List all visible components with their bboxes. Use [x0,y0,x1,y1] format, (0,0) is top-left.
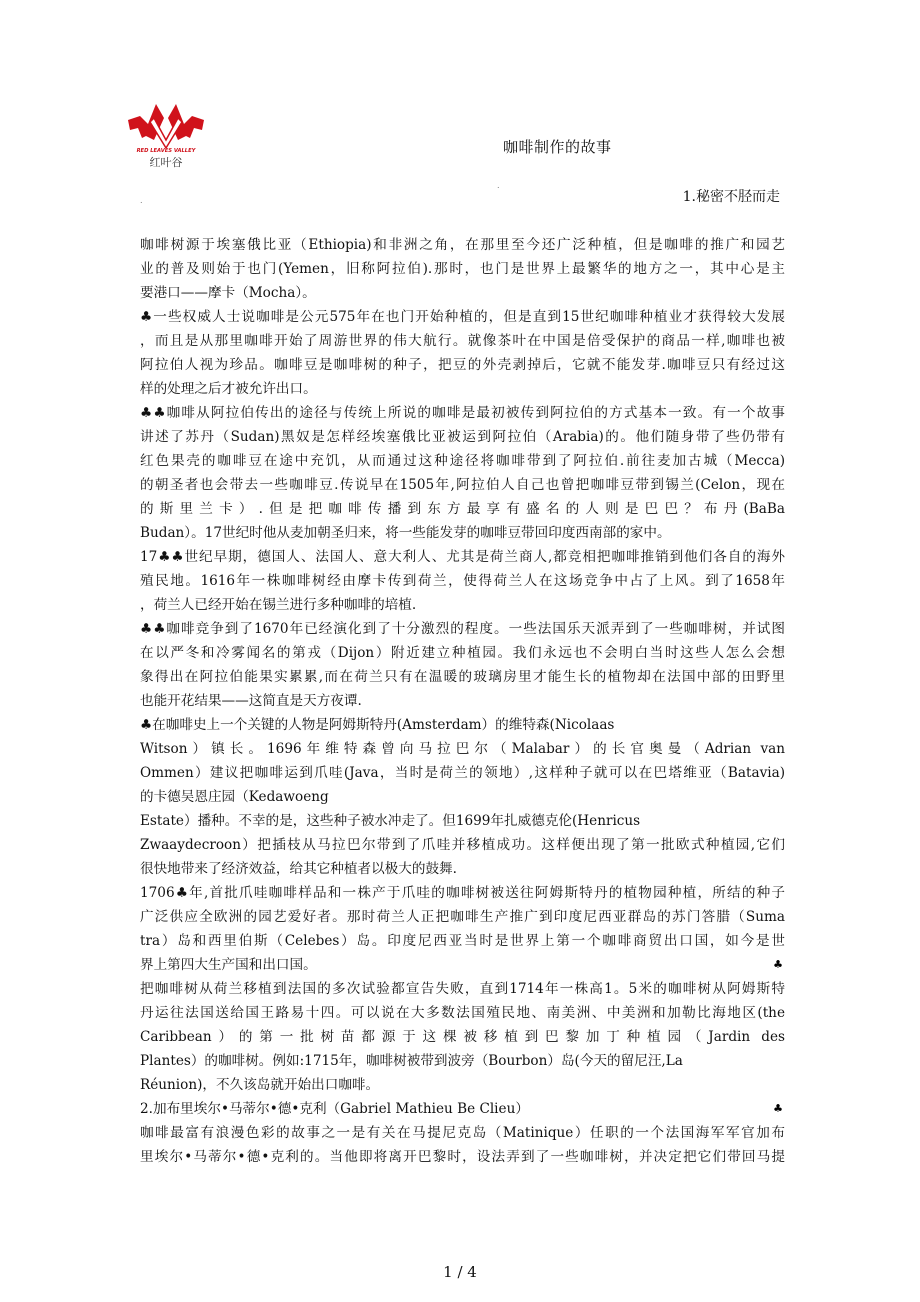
text-line-content: 界上第四大生产国和出口国。 [140,957,317,973]
text-line: 红色果壳的咖啡豆在途中充饥，从而通过这种途径将咖啡带到了阿拉伯.前往麦加古城（Mecca) [140,453,785,469]
text-line: Réunion)，不久该岛就开始出口咖啡。 [140,1077,380,1093]
text-line: Caribbean）的第一批树苗都源于这棵被移植到巴黎加丁种植园（Jardin des [140,1029,785,1045]
text-line: 要港口——摩卡（Mocha）。 [140,285,316,301]
section-heading: 1.秘密不胫而走 [682,189,780,205]
text-line: 1706♣年,首批爪哇咖啡样品和一株产于爪哇的咖啡树被送往阿姆斯特丹的植物园种植，所结的种子 [140,885,785,901]
text-line: 也能开花结果——这简直是天方夜谭. [140,693,362,709]
text-line: Zwaaydecroon）把插枝从马拉巴尔带到了爪哇并移植成功。这样便出现了第一批欧式种植园,它们 [140,837,785,853]
text-line: 殖民地。1616年一株咖啡树经由摩卡传到荷兰，使得荷兰人在这场竞争中占了上风。到了1658年 [140,573,785,589]
text-line: 里埃尔•马蒂尔•德•克利的。当他即将离开巴黎时，设法弄到了一些咖啡树，并决定把它们带回马提 [140,1149,785,1165]
page-number: 1 / 4 [443,1263,477,1281]
text-line: 丹运往法国送给国王路易十四。可以说在大多数法国殖民地、南美洲、中美洲和加勒比海地区(the [140,1005,785,1021]
text-line: Budan）。17世纪时他从麦加朝圣归来，将一些能发芽的咖啡豆带回印度西南部的家中。 [140,525,671,541]
text-line: 的卡德吴恩庄园（Kedawoeng [140,789,329,805]
text-line: ♣在咖啡史上一个关键的人物是阿姆斯特丹(Amsterdam）的维特森(Nicolaas [140,717,615,733]
section-heading-line [140,1097,785,1121]
text-line: ，荷兰人已经开始在锡兰进行多种咖啡的培植. [140,597,417,613]
page-title: 咖啡制作的故事 [503,138,612,156]
text-line: Estate）播种。不幸的是，这些种子被水冲走了。但1699年扎威德克伦(Henricus [140,813,641,829]
stray-dot: . [497,181,500,190]
text-line: Plantes）的咖啡树。例如:1715年，咖啡树被带到波旁（Bourbon）岛(今天的留尼汪,La [140,1053,683,1069]
section-heading-2: 2.加布里埃尔•马蒂尔•德•克利（Gabriel Mathieu Be Clieu） [140,1101,529,1117]
text-line: 的斯里兰卡）.但是把咖啡传播到东方最享有盛名的人则是巴巴？布丹(BaBa [140,501,785,517]
text-line: 样的处理之后才被允许出口。 [140,381,317,397]
text-line: 讲述了苏丹（Sudan)黑奴是怎样经埃塞俄比亚被运到阿拉伯（Arabia)的。他们随身带了些仍带有 [140,429,785,445]
text-line: 咖啡树源于埃塞俄比亚（Ethiopia)和非洲之角，在那里至今还广泛种植，但是咖啡的推广和园艺 [140,237,785,253]
svg-text:红叶谷: 红叶谷 [149,156,183,168]
text-line: 把咖啡树从荷兰移植到法国的多次试验都宣告失败，直到1714年一株高1。5米的咖啡树从阿姆斯特 [140,981,785,997]
red-leaves-valley-logo [126,100,206,168]
document-body [140,233,785,1169]
stray-dot: . [140,196,143,205]
leaf-mark-icon: ♣ [773,1102,783,1115]
text-line: 17♣♣世纪早期，德国人、法国人、意大利人、尤其是荷兰商人,都竞相把咖啡推销到他们各自的海外 [140,549,785,565]
text-line: Ommen）建议把咖啡运到爪哇(Java，当时是荷兰的领地）,这样种子就可以在巴塔维亚（Batavia) [140,765,785,781]
svg-text:RED LEAVES VALLEY: RED LEAVES VALLEY [136,148,196,154]
text-line: ♣♣咖啡竞争到了1670年已经演化到了十分激烈的程度。一些法国乐天派弄到了一些咖啡树，并试图 [140,621,785,637]
text-line: 很快地带来了经济效益，给其它种植者以极大的鼓舞. [140,861,457,877]
text-line: 象得出在阿拉伯能果实累累,而在荷兰只有在温暖的玻璃房里才能生长的植物却在法国中部的田野里 [140,669,785,685]
text-line: 阿拉伯人视为珍品。咖啡豆是咖啡树的种子，把豆的外壳剥掉后，它就不能发芽.咖啡豆只有经过这 [140,357,785,373]
leaf-mark-icon: ♣ [773,958,783,971]
text-line: ♣♣咖啡从阿拉伯传出的途径与传统上所说的咖啡是最初被传到阿拉伯的方式基本一致。有一个故事 [140,405,785,421]
text-line: 咖啡最富有浪漫色彩的故事之一是有关在马提尼克岛（Matinique）任职的一个法国海军军官加布 [140,1125,785,1141]
text-line: 业的普及则始于也门(Yemen，旧称阿拉伯).那时，也门是世界上最繁华的地方之一，其中心是主 [140,261,785,277]
text-line: Witson）镇长。1696年维特森曾向马拉巴尔（Malabar）的长官奥曼（Adrian van [140,741,785,757]
text-line: ，而且是从那里咖啡开始了周游世界的伟大航行。就像茶叶在中国是倍受保护的商品一样,咖啡也被 [140,333,785,349]
text-line: 在以严冬和冷雾闻名的第戎（Dijon）附近建立种植园。我们永远也不会明白当时这些人怎么会想 [140,645,785,661]
text-line: 的朝圣者也会带去一些咖啡豆.传说早在1505年,阿拉伯人自己也曾把咖啡豆带到锡兰(Celon，现在 [140,477,785,493]
text-line: ♣一些权威人士说咖啡是公元575年在也门开始种植的，但是直到15世纪咖啡种植业才获得较大发展 [140,309,785,325]
text-line: 广泛供应全欧洲的园艺爱好者。那时荷兰人正把咖啡生产推广到印度尼西亚群岛的苏门答腊（Suma [140,909,785,925]
text-line [140,953,785,977]
text-line: tra）岛和西里伯斯（Celebes）岛。印度尼西亚当时是世界上第一个咖啡商贸出口国，如今是世 [140,933,785,949]
